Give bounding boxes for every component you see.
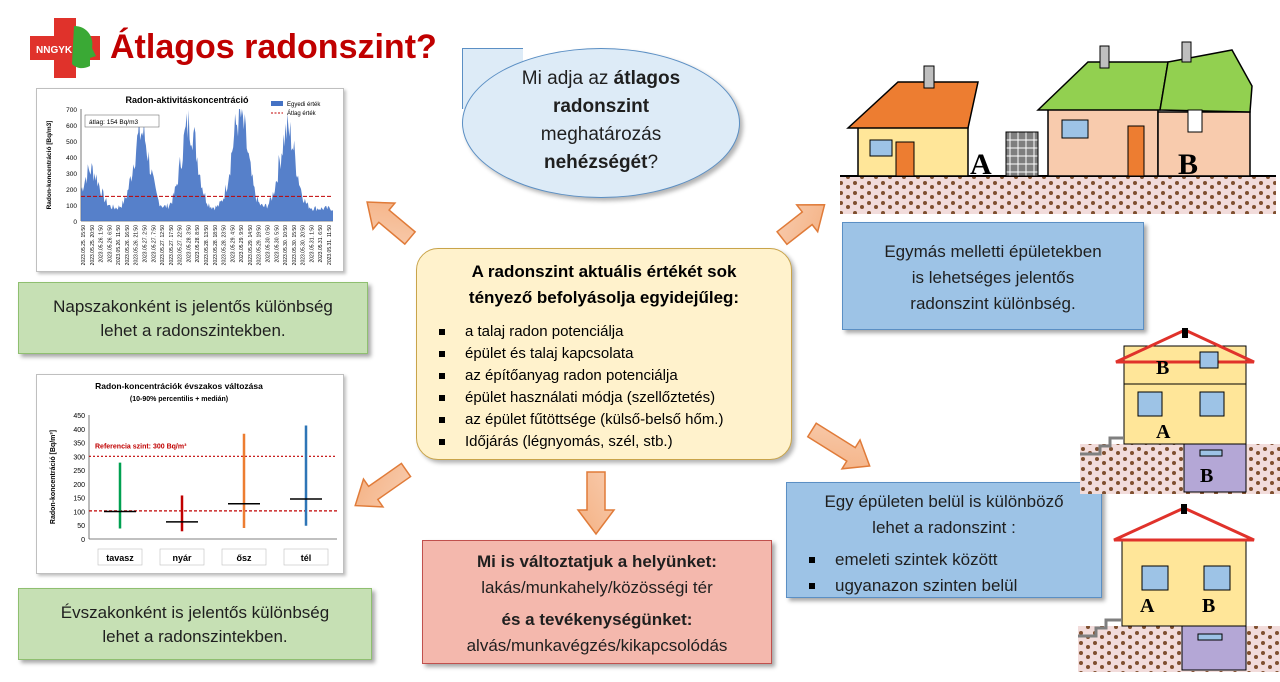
factors-list (439, 321, 791, 453)
label-b-basement: B (1200, 465, 1214, 487)
x-tick-label: 2023.05.28. 13:50 (204, 225, 210, 266)
y-tick-label: 200 (73, 481, 85, 489)
neighbor-line-1: Egymás melletti épületekben (884, 242, 1102, 261)
window (870, 140, 892, 156)
x-tick-label: 2023.05.28. 18:50 (212, 225, 219, 266)
arrow-to-seasonal-chart (345, 456, 415, 519)
factors-heading-2: tényező befolyásolja egyidejűleg: (468, 288, 740, 307)
x-tick-label: 2023.05.25. 15:50 (81, 225, 87, 266)
arrow-to-houses (772, 191, 835, 251)
fence (1006, 132, 1038, 176)
bubble-text-3: meghatározás (540, 124, 662, 145)
y-axis-label: Radon-koncentráció [Bq/m3] (46, 120, 53, 210)
daily-chart-frame (36, 88, 344, 272)
x-tick-label: 2023.05.28. 8:50 (195, 225, 202, 263)
nngyk-logo (30, 18, 100, 78)
x-tick-label: 2023.05.31. 1:50 (309, 225, 316, 263)
daily-line-2: lehet a radonszintekben. (100, 321, 286, 340)
label-b: B (1178, 148, 1199, 181)
bubble-text-4: ? (647, 152, 659, 173)
question-bubble (462, 48, 740, 198)
chart-title: Radon-aktivitáskoncentráció (125, 95, 249, 105)
factor-item: az épület fűtöttsége (külső-belső hőm.) (439, 409, 791, 431)
inside-item: emeleti szintek között (809, 547, 1101, 573)
arrow-down (578, 472, 614, 534)
page-title: Átlagos radonszint? (110, 28, 437, 66)
x-tick-label: 2023.05.30. 0:50 (265, 225, 272, 263)
y-axis-label: Radon-koncentráció [Bq/m³] (50, 429, 57, 525)
inside-list (787, 547, 1101, 599)
x-tick-label: 2023.05.31. 6:50 (318, 225, 325, 263)
seasonal-variation-box (18, 588, 372, 660)
y-tick-label: 500 (66, 139, 77, 146)
reference-label: Referencia szint: 300 Bq/m³ (95, 443, 187, 451)
x-tick-label: 2023.05.27. 12:50 (160, 225, 167, 266)
legend-swatch-series (271, 101, 283, 106)
y-tick-label: 400 (73, 426, 85, 434)
y-tick-label: 300 (66, 171, 77, 178)
soil (840, 176, 1276, 214)
y-tick-label: 250 (73, 468, 85, 476)
label-a: A (970, 148, 992, 181)
y-tick-label: 100 (73, 509, 85, 517)
multistorey-house-2 (1078, 500, 1280, 672)
bubble-bold-4: nehézségét (543, 152, 648, 173)
logo-text: NNGYK (36, 45, 73, 56)
y-tick-label: 400 (66, 155, 77, 162)
x-tick-label: ősz (236, 553, 252, 563)
x-tick-label: 2023.05.26. 21:50 (133, 225, 140, 266)
x-tick-label: 2023.05.30. 15:50 (291, 225, 298, 266)
x-tick-label: 2023.05.25. 20:50 (89, 225, 96, 266)
x-tick-label: 2023.05.27. 2:50 (142, 225, 149, 263)
change-line-3: és a tevékenységünket: (501, 610, 693, 629)
change-line-4: alvás/munkavégzés/kikapcsolódás (466, 636, 728, 655)
bubble-bold-2: radonszint (552, 96, 650, 117)
x-tick-label: 2023.05.26. 1:50 (98, 225, 105, 263)
x-tick-label: 2023.05.29. 4:50 (230, 225, 237, 263)
seasonal-line-2: lehet a radonszintekben. (102, 627, 288, 646)
x-tick-label: 2023.05.28. 3:50 (186, 225, 193, 263)
chart-title: Radon-koncentrációk évszakos változása (95, 381, 263, 391)
x-tick-label: 2023.05.26. 6:50 (107, 225, 114, 263)
x-tick-label: 2023.05.29. 14:50 (247, 225, 254, 266)
mean-annotation: átlag: 154 Bq/m3 (89, 119, 139, 126)
change-line-2: lakás/munkahely/közösségi tér (481, 578, 713, 597)
x-tick-label: tél (300, 553, 312, 563)
y-tick-label: 0 (81, 537, 85, 544)
inside-line-2: lehet a radonszint : (872, 518, 1016, 537)
x-tick-label: 2023.05.26. 11:50 (116, 225, 123, 265)
inside-line-1: Egy épületen belül is különböző (824, 492, 1064, 511)
x-tick-label: 2023.05.30. 20:50 (300, 225, 307, 266)
y-tick-label: 600 (66, 123, 77, 130)
neighbor-line-2: is lehetséges jelentős (911, 268, 1075, 287)
y-tick-label: 50 (77, 523, 85, 531)
change-location-box (422, 540, 772, 664)
label-a-ground: A (1156, 421, 1171, 443)
bubble-bold-1: átlagos (613, 68, 681, 89)
change-line-1: Mi is változtatjuk a helyünket: (477, 552, 717, 571)
factors-box (416, 248, 792, 460)
y-tick-label: 350 (73, 440, 85, 448)
legend-label-mean: Átlag érték (287, 111, 316, 117)
y-tick-label: 300 (73, 454, 85, 462)
label-a-floor: A (1140, 595, 1155, 617)
daily-line-1: Napszakonként is jelentős különbség (53, 297, 333, 316)
seasonal-chart-frame (36, 374, 344, 574)
inside-building-box (786, 482, 1102, 598)
seasonal-line-1: Évszakonként is jelentős különbség (60, 603, 330, 622)
x-tick-label: 2023.05.28. 23:50 (221, 225, 228, 266)
legend-label-series: Egyedi érték (287, 102, 321, 108)
factor-item: épület használati módja (szellőztetés) (439, 387, 791, 409)
x-tick-label: nyár (172, 553, 192, 563)
label-b-floor: B (1202, 595, 1216, 617)
neighbor-line-3: radonszint különbség. (910, 294, 1076, 313)
arrow-to-daily-chart (356, 189, 421, 251)
x-tick-label: 2023.05.27. 22:50 (177, 225, 184, 266)
inside-item: ugyanazon szinten belül (809, 573, 1101, 599)
y-tick-label: 100 (66, 203, 77, 210)
factor-item: épület és talaj kapcsolata (439, 343, 791, 365)
neighbor-buildings-box (842, 222, 1144, 330)
seasonal-radon-chart (37, 375, 343, 573)
y-tick-label: 700 (66, 107, 77, 114)
factor-item: Időjárás (légnyomás, szél, stb.) (439, 431, 791, 453)
factors-heading-1: A radonszint aktuális értékét sok (471, 262, 737, 281)
x-tick-label: 2023.05.29. 9:50 (239, 225, 246, 263)
x-tick-label: 2023.05.26. 16:50 (124, 225, 131, 266)
x-tick-label: tavasz (106, 553, 134, 563)
x-tick-label: 2023.05.30. 5:50 (274, 225, 281, 263)
arrow-to-multistorey (803, 416, 879, 481)
daily-variation-box (18, 282, 368, 354)
label-b-top: B (1156, 357, 1170, 379)
x-tick-label: 2023.05.30. 10:50 (283, 225, 290, 266)
y-tick-label: 0 (73, 219, 77, 226)
door (896, 142, 914, 176)
daily-radon-chart (37, 89, 343, 271)
x-tick-label: 2023.05.29. 19:50 (256, 225, 263, 266)
bubble-text-1: Mi adja az (521, 68, 614, 89)
y-tick-label: 450 (73, 413, 85, 420)
factor-item: az építőanyag radon potenciálja (439, 365, 791, 387)
x-tick-label: 2023.05.31. 11:50 (327, 225, 333, 265)
y-tick-label: 150 (73, 495, 85, 503)
neighbor-houses-illustration (838, 40, 1278, 216)
x-tick-label: 2023.05.27. 17:50 (168, 225, 175, 266)
x-tick-label: 2023.05.27. 7:50 (151, 225, 158, 263)
multistorey-house-1 (1080, 326, 1280, 494)
factor-item: a talaj radon potenciálja (439, 321, 791, 343)
y-tick-label: 200 (66, 187, 77, 194)
chart-subtitle: (10-90% percentilis + medián) (129, 396, 229, 403)
